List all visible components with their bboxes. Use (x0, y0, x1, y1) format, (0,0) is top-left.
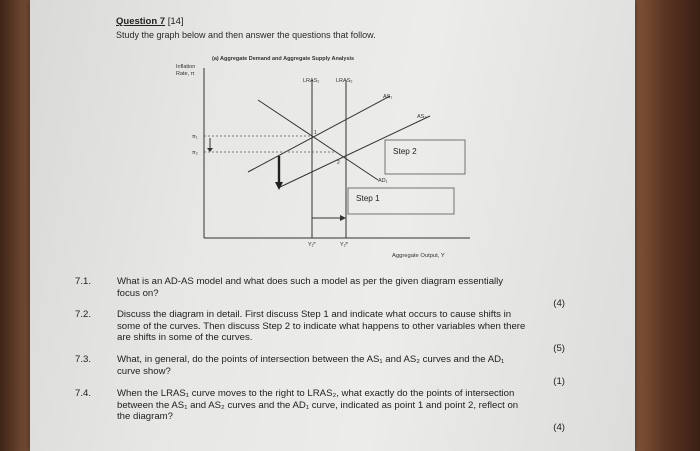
step2-label: Step 2 (393, 147, 417, 156)
question-7-2-number: 7.2. (75, 309, 92, 320)
as2-label: AS₂ (417, 114, 427, 120)
ad1-label: AD₁ (378, 178, 388, 184)
ad-as-diagram (140, 60, 490, 265)
question-7-4-text: When the LRAS₁ curve moves to the right to LRAS₂, what exactly do the points of intersection between the AS₁ and AS₂ curves and the AD₁ curve, indicated as point 1 and point 2, reflect on the diagram? (117, 388, 519, 422)
y2-label: Y₂ᴾ (340, 242, 349, 248)
graph-title: (a) Aggregate Demand and Aggregate Supply Analysis (212, 56, 355, 62)
question-7-4-number: 7.4. (75, 388, 92, 399)
y-axis-label-line2: Rate, π (176, 71, 195, 77)
lras1-label: LRAS₁ (303, 78, 320, 84)
lras2-label: LRAS₂ (336, 78, 353, 84)
question-7-1-text: What is an AD-AS model and what does such a model as per the given diagram essentially focus on? (117, 276, 504, 299)
pi2-label: π₂ (192, 150, 198, 156)
question-7-1-marks: (4) (553, 298, 565, 309)
question-7-3-number: 7.3. (75, 354, 92, 365)
question-7-1-number: 7.1. (75, 276, 92, 287)
question-total-marks: [14] (167, 16, 184, 27)
question-7-3-text: What, in general, do the points of intersection between the AS₁ and AS₂ curves and the AD₁ curve show? (117, 354, 505, 377)
x-axis-label: Aggregate Output, Y (392, 253, 445, 259)
question-instruction: Study the graph below and then answer the questions that follow. (116, 30, 376, 40)
inflation-fall-arrow-icon (207, 148, 213, 152)
lras-shift-arrow-icon (340, 215, 346, 221)
question-number: Question 7 (116, 16, 166, 27)
question-7-4-marks: (4) (553, 422, 565, 433)
as1-label: AS₁ (383, 94, 393, 100)
step2-box (385, 140, 465, 174)
point2-label: 2 (337, 160, 340, 166)
question-heading (116, 16, 184, 27)
point1-label: 1 (314, 130, 317, 136)
question-7-2-text: Discuss the diagram in detail. First discuss Step 1 and indicate what occurs to cause shifts in some of the curves. Then discuss Step 2 to indicate what happens to other variables when there are shifts in some of the curves. (117, 309, 526, 343)
question-7-3-marks: (1) (553, 376, 565, 387)
desk-right (630, 0, 700, 451)
pi1-label: π₁ (192, 134, 198, 140)
y1-label: Y₁ᴾ (308, 242, 316, 248)
step1-label: Step 1 (356, 194, 380, 203)
question-7-2-marks: (5) (553, 343, 565, 354)
y-axis-label-line1: Inflation (176, 64, 196, 70)
